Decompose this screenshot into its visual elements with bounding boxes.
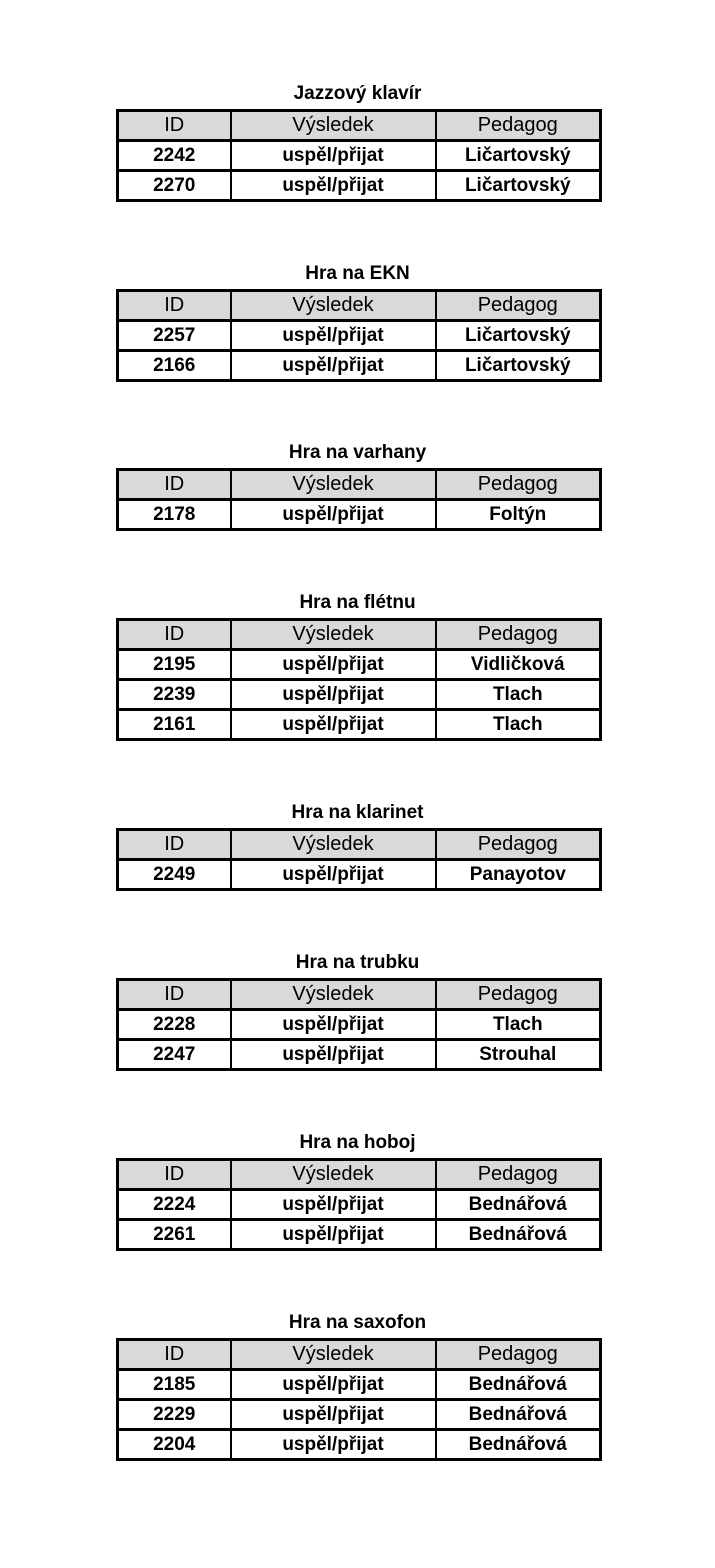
column-header-id: ID xyxy=(118,830,231,860)
header-row xyxy=(118,830,601,860)
cell-teacher: Ličartovský xyxy=(436,321,601,351)
cell-teacher: Tlach xyxy=(436,1010,601,1040)
column-header-id: ID xyxy=(118,470,231,500)
cell-id: 2229 xyxy=(118,1400,231,1430)
header-row xyxy=(118,291,601,321)
results-table xyxy=(116,289,602,382)
results-table xyxy=(116,109,602,202)
section-title: Hra na klarinet xyxy=(291,802,424,823)
cell-teacher: Tlach xyxy=(436,710,601,740)
column-header-result: Výsledek xyxy=(231,470,436,500)
column-header-id: ID xyxy=(118,980,231,1010)
cell-result: uspěl/přijat xyxy=(231,1370,436,1400)
table-row xyxy=(118,321,601,351)
cell-result: uspěl/přijat xyxy=(231,321,436,351)
table-row xyxy=(118,171,601,201)
results-table xyxy=(116,978,602,1071)
cell-id: 2195 xyxy=(118,650,231,680)
section-hra-na-varhany xyxy=(116,438,599,531)
column-header-result: Výsledek xyxy=(231,1160,436,1190)
cell-id: 2261 xyxy=(118,1220,231,1250)
cell-teacher: Bednářová xyxy=(436,1400,601,1430)
cell-result: uspěl/přijat xyxy=(231,1430,436,1460)
table-row xyxy=(118,860,601,890)
column-header-result: Výsledek xyxy=(231,111,436,141)
header-row xyxy=(118,111,601,141)
section-hra-na-fletnu xyxy=(116,588,599,741)
table-row xyxy=(118,1190,601,1220)
table-row xyxy=(118,650,601,680)
section-title: Hra na varhany xyxy=(288,442,427,463)
cell-teacher: Foltýn xyxy=(436,500,601,530)
cell-result: uspěl/přijat xyxy=(231,141,436,171)
column-header-result: Výsledek xyxy=(231,980,436,1010)
cell-result: uspěl/přijat xyxy=(231,860,436,890)
cell-id: 2242 xyxy=(118,141,231,171)
column-header-id: ID xyxy=(118,1340,231,1370)
column-header-teacher: Pedagog xyxy=(436,830,601,860)
cell-id: 2185 xyxy=(118,1370,231,1400)
cell-id: 2247 xyxy=(118,1040,231,1070)
column-header-id: ID xyxy=(118,1160,231,1190)
cell-id: 2166 xyxy=(118,351,231,381)
cell-teacher: Ličartovský xyxy=(436,141,601,171)
cell-result: uspěl/přijat xyxy=(231,1220,436,1250)
cell-teacher: Ličartovský xyxy=(436,351,601,381)
section-hra-na-saxofon xyxy=(116,1308,599,1461)
section-title: Hra na flétnu xyxy=(299,592,416,613)
section-title: Hra na EKN xyxy=(305,263,410,284)
table-row xyxy=(118,141,601,171)
table-row xyxy=(118,1370,601,1400)
table-row xyxy=(118,710,601,740)
column-header-id: ID xyxy=(118,620,231,650)
cell-id: 2228 xyxy=(118,1010,231,1040)
cell-id: 2239 xyxy=(118,680,231,710)
results-table xyxy=(116,1338,602,1461)
column-header-result: Výsledek xyxy=(231,830,436,860)
table-row xyxy=(118,500,601,530)
column-header-id: ID xyxy=(118,111,231,141)
column-header-teacher: Pedagog xyxy=(436,111,601,141)
column-header-teacher: Pedagog xyxy=(436,980,601,1010)
cell-teacher: Tlach xyxy=(436,680,601,710)
cell-id: 2178 xyxy=(118,500,231,530)
table-row xyxy=(118,351,601,381)
column-header-teacher: Pedagog xyxy=(436,620,601,650)
section-jazzovy-klavir xyxy=(116,79,599,202)
cell-result: uspěl/přijat xyxy=(231,650,436,680)
column-header-result: Výsledek xyxy=(231,291,436,321)
header-row xyxy=(118,620,601,650)
cell-id: 2161 xyxy=(118,710,231,740)
column-header-teacher: Pedagog xyxy=(436,1340,601,1370)
header-row xyxy=(118,470,601,500)
table-row xyxy=(118,1430,601,1460)
column-header-teacher: Pedagog xyxy=(436,1160,601,1190)
section-hra-na-klarinet xyxy=(116,798,599,891)
cell-result: uspěl/přijat xyxy=(231,1400,436,1430)
table-row xyxy=(118,1220,601,1250)
cell-teacher: Strouhal xyxy=(436,1040,601,1070)
cell-id: 2224 xyxy=(118,1190,231,1220)
table-row xyxy=(118,1400,601,1430)
column-header-result: Výsledek xyxy=(231,1340,436,1370)
results-table xyxy=(116,468,602,531)
section-title: Hra na saxofon xyxy=(288,1312,427,1333)
section-hra-na-trubku xyxy=(116,948,599,1071)
cell-result: uspěl/přijat xyxy=(231,171,436,201)
cell-result: uspěl/přijat xyxy=(231,500,436,530)
section-title: Hra na trubku xyxy=(295,952,420,973)
header-row xyxy=(118,980,601,1010)
results-table xyxy=(116,828,602,891)
results-table xyxy=(116,618,602,741)
column-header-teacher: Pedagog xyxy=(436,291,601,321)
cell-result: uspěl/přijat xyxy=(231,1010,436,1040)
column-header-id: ID xyxy=(118,291,231,321)
column-header-teacher: Pedagog xyxy=(436,470,601,500)
section-title: Jazzový klavír xyxy=(293,83,422,104)
cell-result: uspěl/přijat xyxy=(231,1040,436,1070)
cell-teacher: Bednářová xyxy=(436,1190,601,1220)
results-table xyxy=(116,1158,602,1251)
cell-id: 2257 xyxy=(118,321,231,351)
cell-id: 2249 xyxy=(118,860,231,890)
cell-result: uspěl/přijat xyxy=(231,680,436,710)
cell-teacher: Panayotov xyxy=(436,860,601,890)
header-row xyxy=(118,1160,601,1190)
cell-result: uspěl/přijat xyxy=(231,1190,436,1220)
cell-id: 2270 xyxy=(118,171,231,201)
cell-result: uspěl/přijat xyxy=(231,710,436,740)
column-header-result: Výsledek xyxy=(231,620,436,650)
cell-id: 2204 xyxy=(118,1430,231,1460)
cell-result: uspěl/přijat xyxy=(231,351,436,381)
cell-teacher: Vidličková xyxy=(436,650,601,680)
cell-teacher: Bednářová xyxy=(436,1220,601,1250)
table-row xyxy=(118,1040,601,1070)
table-row xyxy=(118,680,601,710)
section-hra-na-hoboj xyxy=(116,1128,599,1251)
section-hra-na-ekn xyxy=(116,259,599,382)
table-row xyxy=(118,1010,601,1040)
cell-teacher: Bednářová xyxy=(436,1430,601,1460)
section-title: Hra na hoboj xyxy=(299,1132,416,1153)
header-row xyxy=(118,1340,601,1370)
cell-teacher: Ličartovský xyxy=(436,171,601,201)
cell-teacher: Bednářová xyxy=(436,1370,601,1400)
